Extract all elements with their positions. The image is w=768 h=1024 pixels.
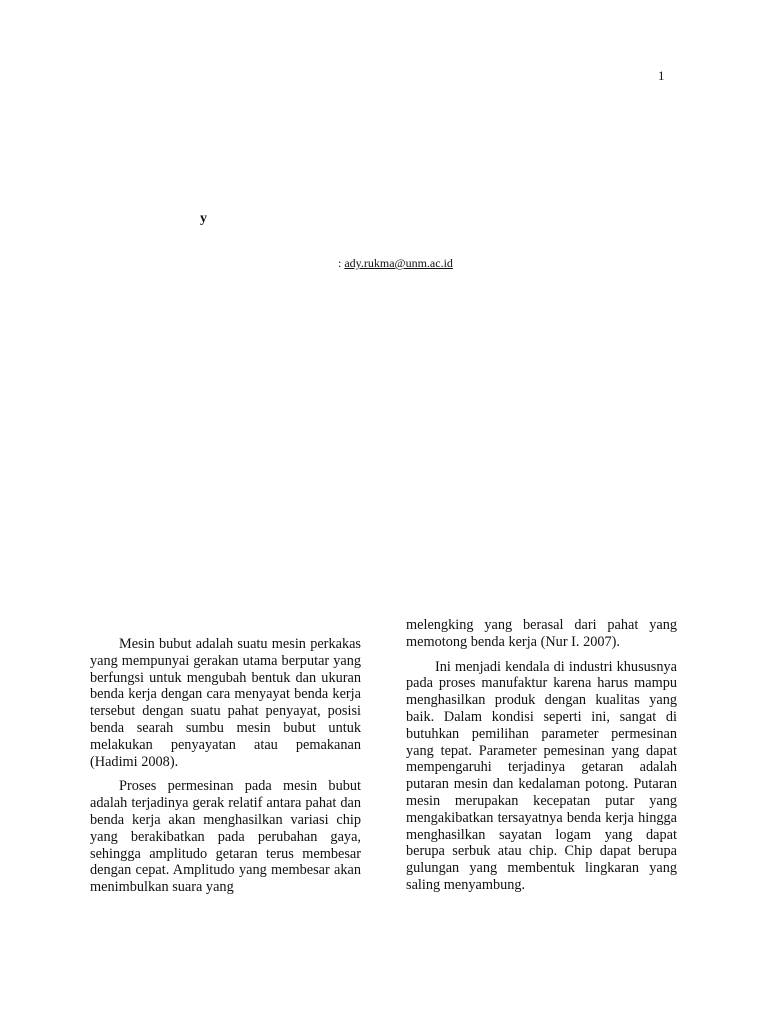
paragraph: Mesin bubut adalah suatu mesin perkakas yang mempunyai gerakan utama berputar yang berfungsi untuk mengubah bentuk dan ukuran benda kerja dengan cara menyayat benda kerja tersebut dengan suatu pahat penyayat, posisi benda searah sumbu mesin bubut untuk melakukan penyayatan atau pemakanan (Hadimi 2008). xyxy=(90,636,361,770)
left-column xyxy=(90,636,361,904)
paragraph: Ini menjadi kendala di industri khususnya pada proses manufaktur karena harus mampu menghasilkan produk dengan kualitas yang baik. Dalam kondisi seperti ini, sangat di butuhkan pemilihan parameter permesinan yang tepat. Parameter pemesinan yang dapat mempengaruhi terjadinya getaran adalah putaran mesin dan kedalaman potong. Putaran mesin merupakan kecepatan putar yang mengakibatkan tersayatnya benda kerja hingga menghasilkan sayatan logam yang dapat berupa serbuk atau chip. Chip dapat berupa gulungan yang membentuk lingkaran yang saling menyambung. xyxy=(406,658,677,893)
email-prefix: : xyxy=(338,256,345,270)
paragraph: Proses permesinan pada mesin bubut adalah terjadinya gerak relatif antara pahat dan benda kerja akan menghasilkan variasi chip yang berakibatkan pada perubahan gaya, sehingga amplitudo getaran terus membesar dengan cepat. Amplitudo yang membesar akan menimbulkan suara yang xyxy=(90,778,361,896)
page-number: 1 xyxy=(658,68,665,83)
right-column xyxy=(406,617,677,902)
email-line xyxy=(338,256,453,271)
author-fragment: y xyxy=(200,211,207,226)
paragraph-continued: melengking yang berasal dari pahat yang memotong benda kerja (Nur I. 2007). xyxy=(406,617,677,650)
email-link[interactable]: ady.rukma@unm.ac.id xyxy=(344,256,453,270)
